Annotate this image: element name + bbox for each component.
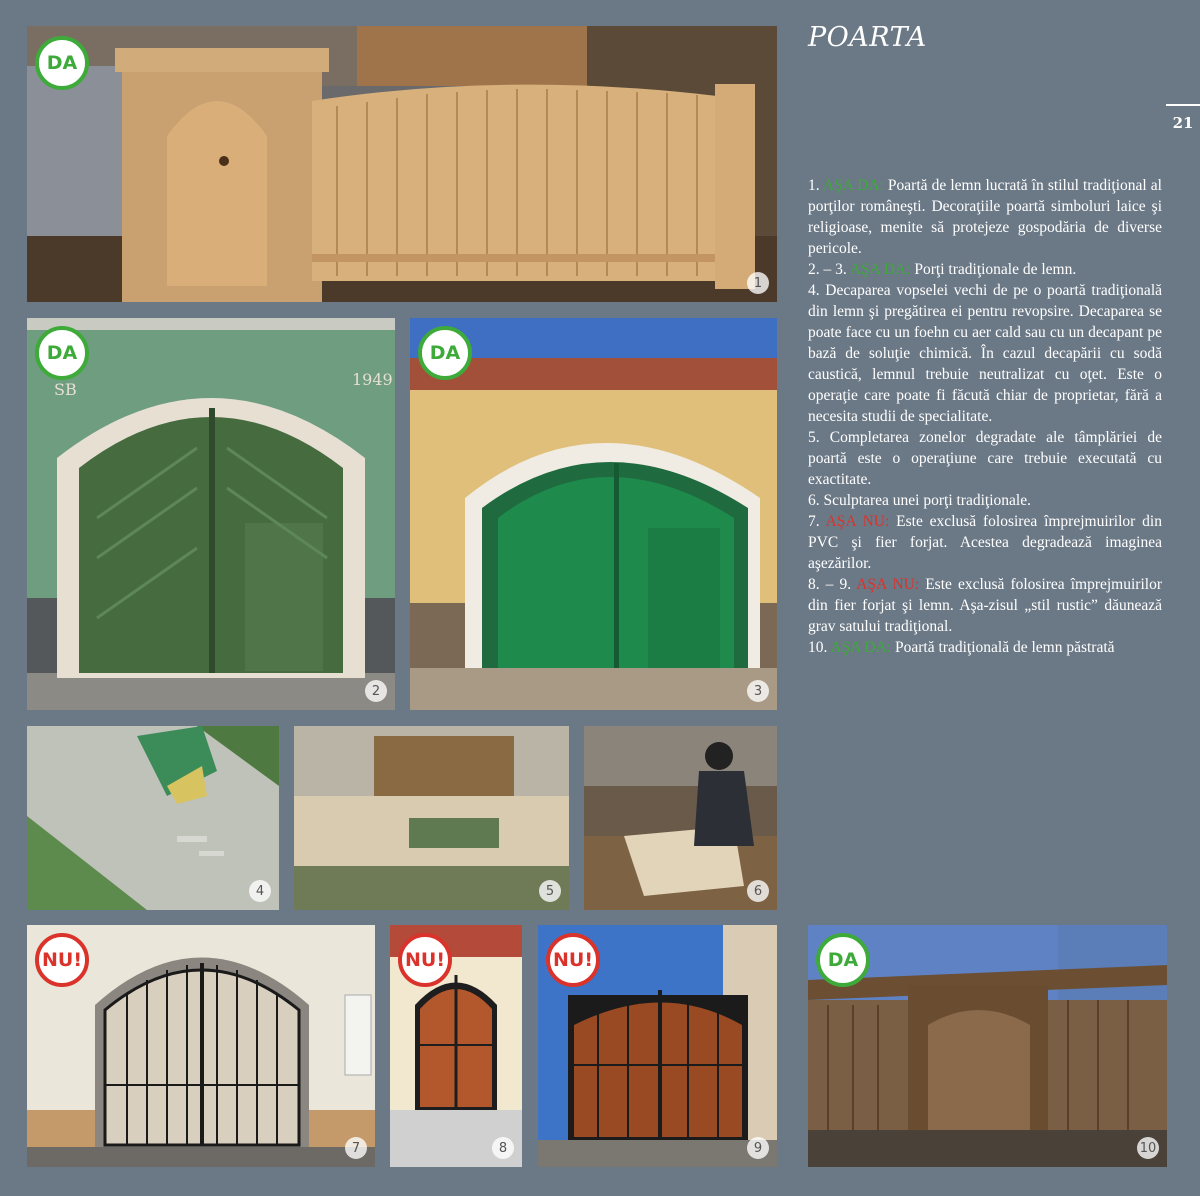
inscription-sb: SB bbox=[54, 380, 77, 399]
photo-8 bbox=[390, 925, 522, 1167]
carved-wooden-gate-photo bbox=[27, 26, 777, 302]
da-tag: AŞA DA: bbox=[822, 177, 884, 194]
da-tag: AŞA DA: bbox=[830, 639, 892, 656]
item-prefix: 10. bbox=[808, 639, 831, 656]
photo-number: 4 bbox=[249, 880, 271, 902]
nu-badge: NU! bbox=[546, 933, 600, 987]
page-title: POARTA bbox=[808, 22, 927, 53]
photo-number: 1 bbox=[747, 272, 769, 294]
inscription-year: 1949 bbox=[352, 370, 393, 389]
description-text bbox=[808, 175, 1162, 658]
photo-number: 9 bbox=[747, 1137, 769, 1159]
item-body: Este exclusă folosirea împrejmuirilor din PVC şi fier forjat. Acestea degradează imaginea aşezărilor. bbox=[808, 513, 1162, 572]
photo-number: 3 bbox=[747, 680, 769, 702]
photo-5 bbox=[294, 726, 569, 910]
nu-tag: AŞA NU: bbox=[856, 576, 920, 593]
paint-stripping-photo bbox=[27, 726, 279, 910]
item-prefix: 7. bbox=[808, 513, 826, 530]
nu-badge: NU! bbox=[398, 933, 452, 987]
photo-2 bbox=[27, 318, 395, 710]
paragraph-4: 4. Decaparea vopselei vechi de pe o poartă tradiţională din lemn şi pregătirea ei pentru revopsire. Decaparea se poate face cu un foehn cu aer cald sau cu un decapant pe bază de soluţie chimică. În cazul decapării cu sodă caustică, lemnul trebuie neutralizat cu oţet. Este o operaţie care poate fi făcută chiar de proprietar, fără a necesita studii de specialitate. bbox=[808, 282, 1162, 425]
paragraph-1 bbox=[808, 175, 1162, 259]
da-badge: DA bbox=[418, 326, 472, 380]
page-number: 21 bbox=[1166, 104, 1200, 132]
photo-10 bbox=[808, 925, 1167, 1167]
wood-plane-photo bbox=[294, 726, 569, 910]
photo-1 bbox=[27, 26, 777, 302]
item-prefix: 2. – 3. bbox=[808, 261, 850, 278]
item-prefix: 8. – 9. bbox=[808, 576, 857, 593]
woodcarver-photo bbox=[584, 726, 777, 910]
photo-number: 6 bbox=[747, 880, 769, 902]
paragraph-8-9 bbox=[808, 574, 1162, 637]
da-badge: DA bbox=[35, 326, 89, 380]
paragraph-10 bbox=[808, 637, 1162, 658]
green-wooden-gate-photo bbox=[27, 318, 395, 710]
paragraph-6: 6. Sculptarea unei porţi tradiţionale. bbox=[808, 492, 1031, 509]
da-badge: DA bbox=[816, 933, 870, 987]
photo-number: 7 bbox=[345, 1137, 367, 1159]
photo-number: 10 bbox=[1137, 1137, 1159, 1159]
photo-number: 5 bbox=[539, 880, 561, 902]
paragraph-2 bbox=[808, 259, 1162, 280]
restored-green-gate-photo bbox=[410, 318, 777, 710]
item-prefix: 1. bbox=[808, 177, 823, 194]
da-badge: DA bbox=[35, 36, 89, 90]
photo-4 bbox=[27, 726, 279, 910]
photo-6 bbox=[584, 726, 777, 910]
photo-3 bbox=[410, 318, 777, 710]
paragraph-7 bbox=[808, 511, 1162, 574]
photo-number: 8 bbox=[492, 1137, 514, 1159]
nu-tag: AŞA NU: bbox=[825, 513, 890, 530]
da-tag: AŞA DA: bbox=[849, 261, 911, 278]
nu-badge: NU! bbox=[35, 933, 89, 987]
paragraph-5: 5. Completarea zonelor degradate ale tâmplăriei de poartă este o operaţiune care trebuie executată cu exactitate. bbox=[808, 429, 1162, 488]
item-body: Poartă de lemn lucrată în stilul tradiţional al porţilor româneşti. Decoraţiile poartă simboluri laice şi religioase, menite să protejeze gospodăria de diverse pericole. bbox=[808, 177, 1162, 257]
photo-number: 2 bbox=[365, 680, 387, 702]
item-body: Porţi tradiţionale de lemn. bbox=[910, 261, 1077, 278]
item-body: Poartă tradiţională de lemn păstrată bbox=[891, 639, 1115, 656]
photo-9 bbox=[538, 925, 777, 1167]
photo-7 bbox=[27, 925, 375, 1167]
item-body: Este exclusă folosirea împrejmuirilor din fier forjat şi lemn. Aşa-zisul „stil rustic” dăunează grav satului tradiţional. bbox=[808, 576, 1162, 635]
